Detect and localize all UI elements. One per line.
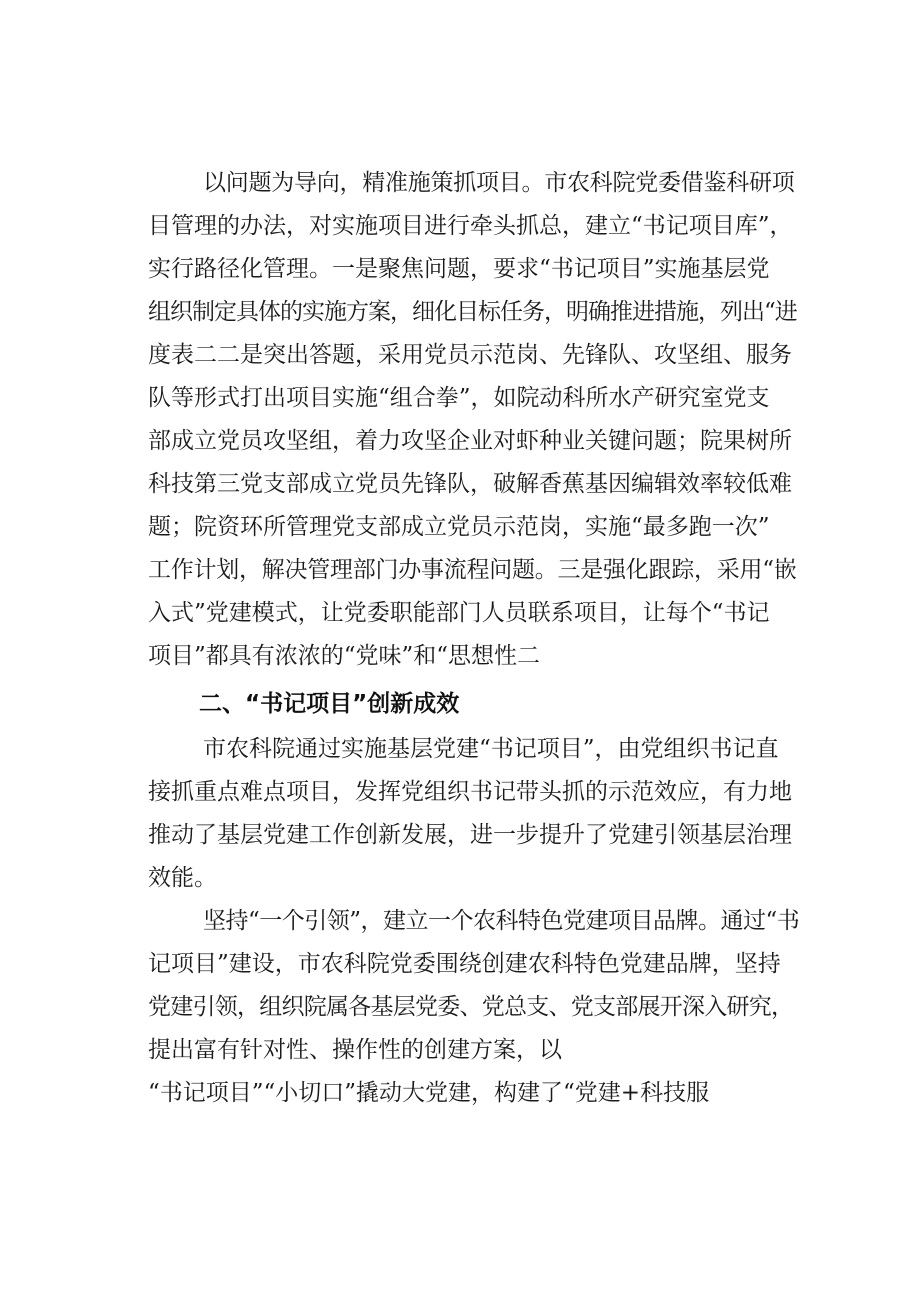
paragraph-1-line-10: 工作计划，解决管理部门办事流程问题。三是强化跟踪，采用“嵌 (148, 557, 797, 583)
paragraph-1-line-1: 以问题为导向，精准施策抓项目。市农科院党委借鉴科研项 (203, 170, 795, 196)
paragraph-1-line-3: 实行路径化管理。一是聚焦问题，要求“书记项目”实施基层党 (148, 256, 770, 282)
paragraph-3-line-5: “书记项目”“小切口”撬动大党建，构建了“党建+科技服 (148, 1080, 710, 1106)
section-heading: 二、“书记项目”创新成效 (199, 691, 460, 717)
paragraph-3-line-1: 坚持“一个引领”，建立一个农科特色党建项目品牌。通过“书 (203, 908, 800, 934)
paragraph-1-line-4: 组织制定具体的实施方案，细化目标任务，明确推进措施，列出“进 (148, 299, 797, 325)
paragraph-1-line-8: 科技第三党支部成立党员先锋队，破解香蕉基因编辑效率较低难 (148, 471, 792, 497)
paragraph-1-line-6: 队等形式打出项目实施“组合拳”，如院动科所水产研究室党支 (148, 385, 770, 411)
paragraph-3-line-2: 记项目”建设，市农科院党委围绕创建农科特色党建品牌，坚持 (148, 951, 781, 977)
paragraph-2-line-2: 接抓重点难点项目，发挥党组织书记带头抓的示范效应，有力地 (148, 779, 792, 805)
paragraph-2-line-1: 市农科院通过实施基层党建“书记项目”，由党组织书记直 (203, 736, 779, 762)
paragraph-1-line-9: 题；院资环所管理党支部成立党员示范岗，实施“最多跑一次” (148, 514, 770, 540)
paragraph-1-line-12: 项目”都具有浓浓的“党味”和“思想性二 (148, 643, 541, 669)
paragraph-2-line-4: 效能。 (148, 865, 217, 891)
paragraph-1-line-2: 目管理的办法，对实施项目进行牵头抓总，建立“书记项目库”， (148, 213, 793, 239)
paragraph-2-line-3: 推动了基层党建工作创新发展，进一步提升了党建引领基层治理 (148, 822, 792, 848)
paragraph-1-line-7: 部成立党员攻坚组，着力攻坚企业对虾种业关键问题；院果树所 (148, 428, 792, 454)
paragraph-1-line-11: 入式”党建模式，让党委职能部门人员联系项目，让每个“书记 (148, 600, 770, 626)
paragraph-3-line-3: 党建引领，组织院属各基层党委、党总支、党支部展开深入研究， (148, 994, 794, 1020)
paragraph-1-line-5: 度表二二是突出答题，采用党员示范岗、先锋队、攻坚组、服务 (148, 342, 792, 368)
paragraph-3-line-4: 提出富有针对性、操作性的创建方案，以 (148, 1037, 562, 1063)
